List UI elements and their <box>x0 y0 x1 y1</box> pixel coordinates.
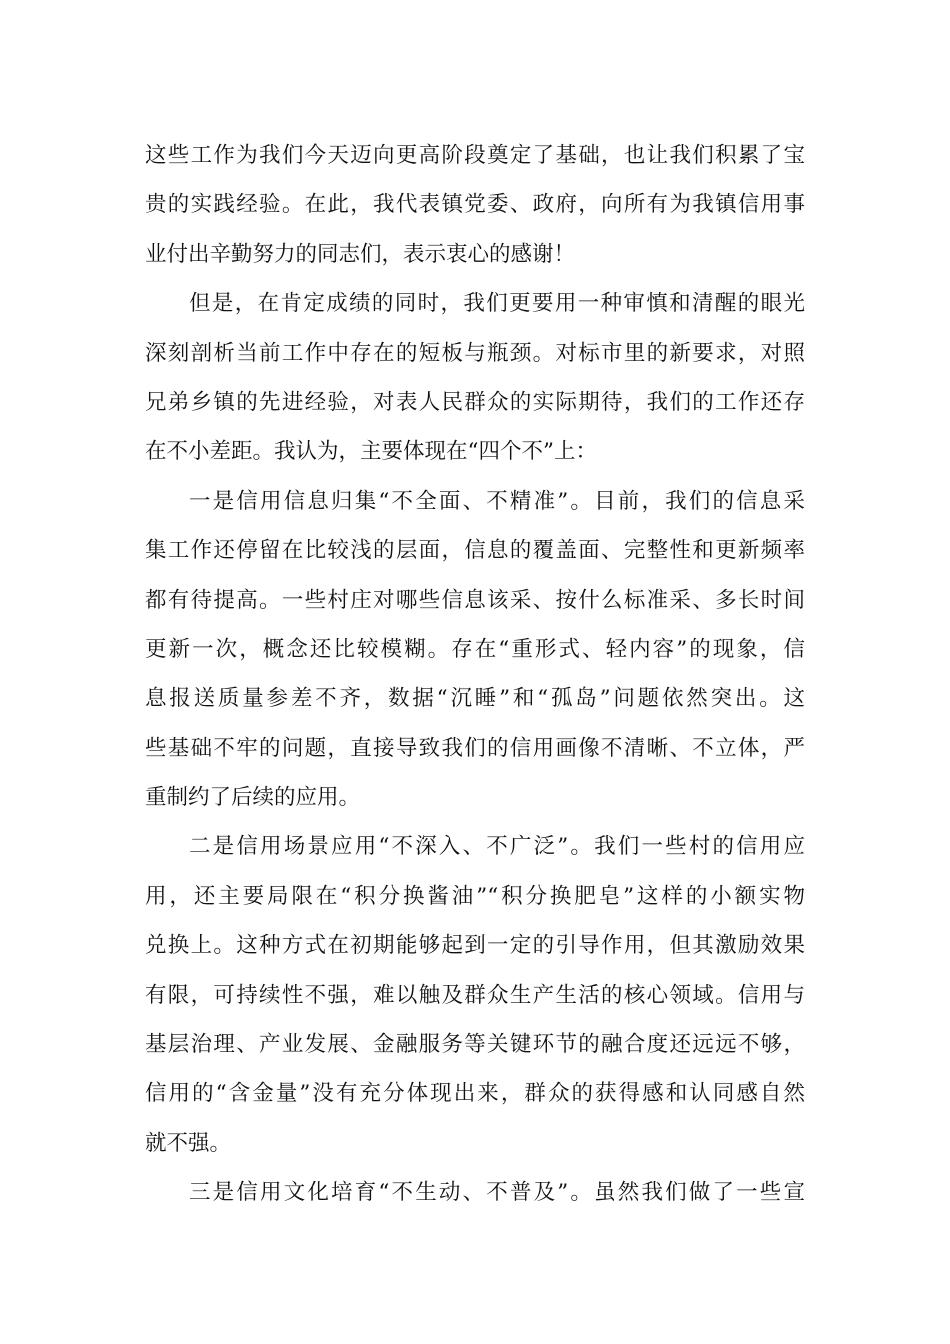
text-line: 有限，可持续性不强，难以触及群众生产生活的核心领域。信用与 <box>145 982 805 1008</box>
text-line: 更新一次，概念还比较模糊。存在“重形式、轻内容”的现象，信 <box>145 636 805 662</box>
text-line: 深刻剖析当前工作中存在的短板与瓶颈。对标市里的新要求，对照 <box>145 340 805 366</box>
text-line: 信用的“含金量”没有充分体现出来，群众的获得感和认同感自然 <box>145 1081 805 1107</box>
text-line: 重制约了后续的应用。 <box>145 785 361 811</box>
text-line: 些基础不牢的问题，直接导致我们的信用画像不清晰、不立体，严 <box>145 735 805 761</box>
text-line: 就不强。 <box>145 1130 232 1156</box>
text-line: 在不小差距。我认为，主要体现在“四个不”上： <box>145 439 597 465</box>
paragraph <box>145 1168 805 1217</box>
text-line: 一是信用信息归集“不全面、不精准”。目前，我们的信息采 <box>189 488 805 514</box>
text-line: 但是，在肯定成绩的同时，我们更要用一种审慎和清醒的眼光 <box>189 291 805 317</box>
text-line: 都有待提高。一些村庄对哪些信息该采、按什么标准采、多长时间 <box>145 587 805 613</box>
text-line: 用，还主要局限在“积分换酱油”“积分换肥皂”这样的小额实物 <box>145 883 805 909</box>
paragraph <box>145 477 805 823</box>
paragraph <box>145 822 805 1168</box>
text-line: 息报送质量参差不齐，数据“沉睡”和“孤岛”问题依然突出。这 <box>145 686 805 712</box>
text-line: 这些工作为我们今天迈向更高阶段奠定了基础，也让我们积累了宝 <box>145 143 805 168</box>
text-line: 三是信用文化培育“不生动、不普及”。虽然我们做了一些宣 <box>189 1180 805 1206</box>
text-line: 集工作还停留在比较浅的层面，信息的覆盖面、完整性和更新频率 <box>145 538 805 564</box>
paragraph <box>145 279 805 477</box>
text-line: 基层治理、产业发展、金融服务等关键环节的融合度还远远不够， <box>145 1032 805 1058</box>
paragraph <box>145 131 805 279</box>
document-page <box>145 131 805 1218</box>
text-line: 业付出辛勤努力的同志们，表示衷心的感谢！ <box>145 241 576 267</box>
text-line: 二是信用场景应用“不深入、不广泛”。我们一些村的信用应 <box>189 834 805 860</box>
text-line: 兄弟乡镇的先进经验，对表人民群众的实际期待，我们的工作还存 <box>145 389 805 415</box>
text-line: 兑换上。这种方式在初期能够起到一定的引导作用，但其激励效果 <box>145 933 805 959</box>
text-line: 贵的实践经验。在此，我代表镇党委、政府，向所有为我镇信用事 <box>145 192 805 218</box>
